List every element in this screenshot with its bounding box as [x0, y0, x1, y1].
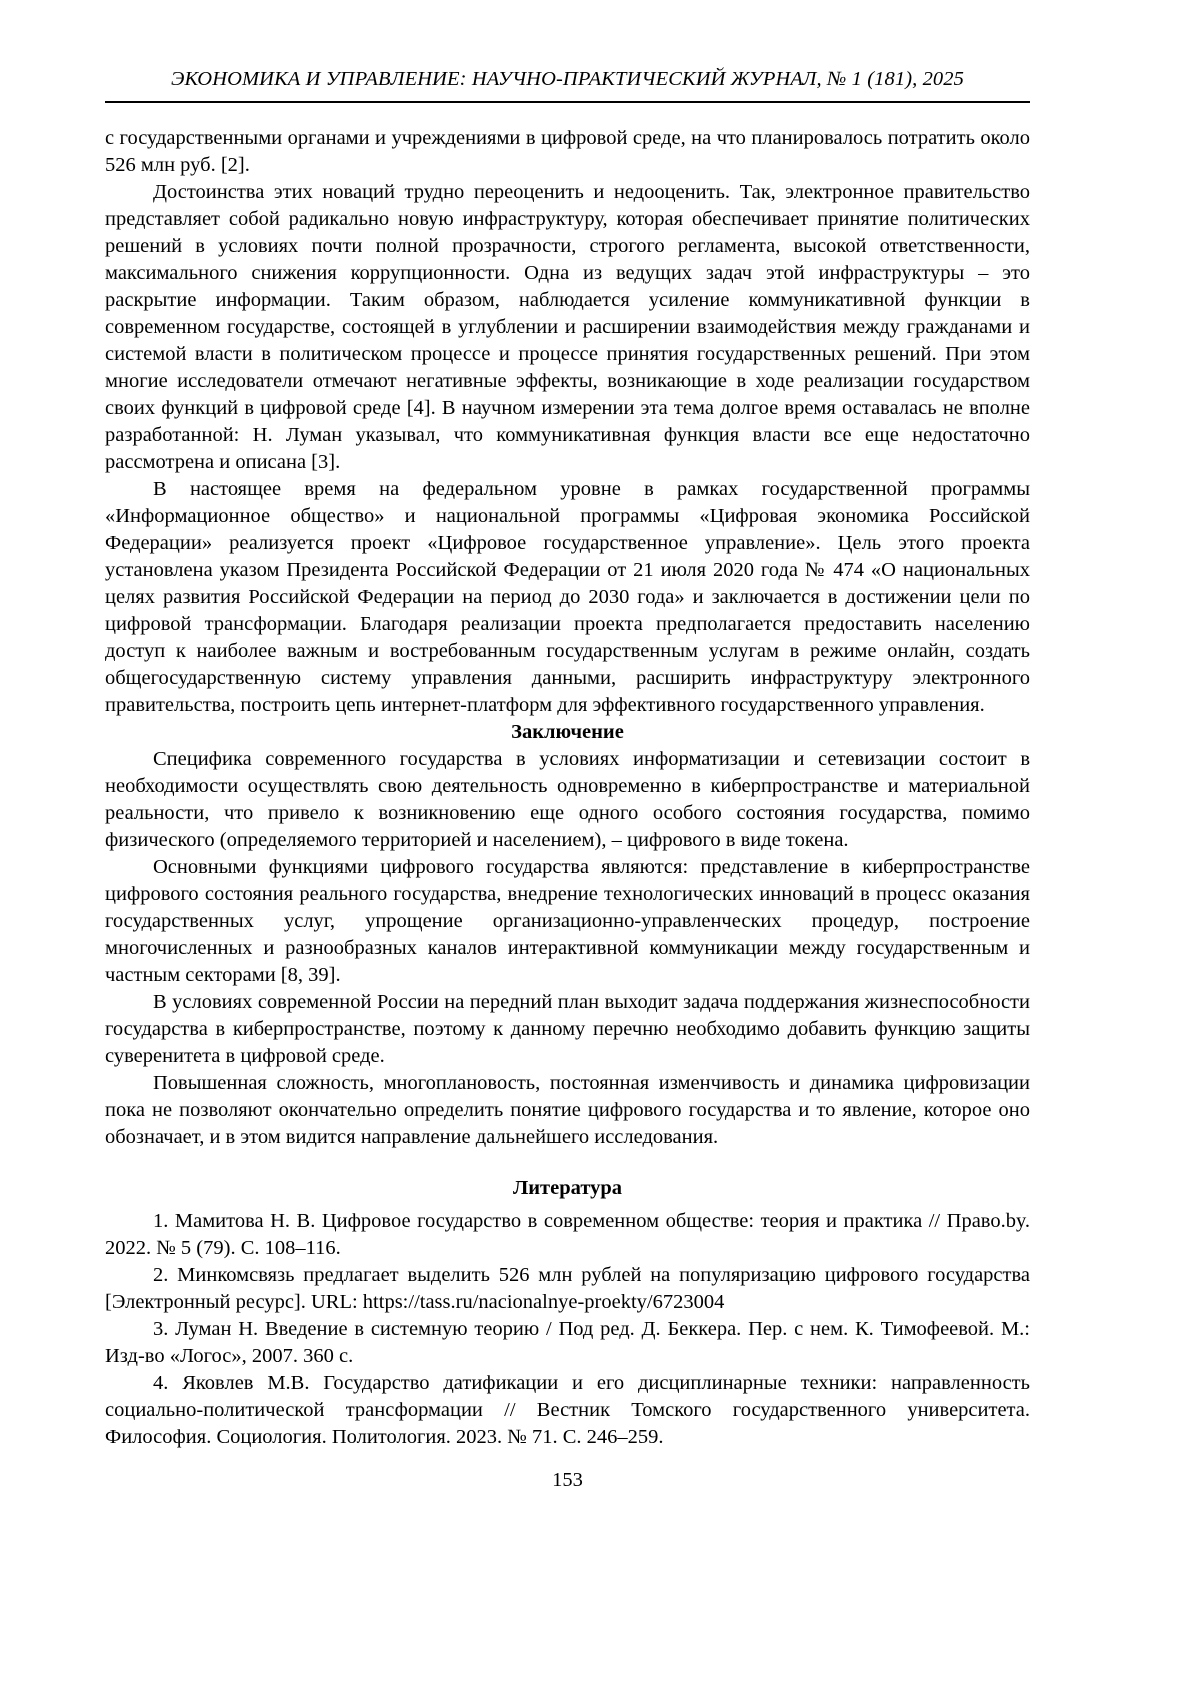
page-body: [105, 125, 1030, 1451]
page-footer: [105, 1467, 1030, 1494]
journal-title: ЭКОНОМИКА И УПРАВЛЕНИЕ: НАУЧНО-ПРАКТИЧЕСКИЙ ЖУРНАЛ, № 1 (181), 2025: [171, 68, 964, 90]
conclusion-heading: Заключение: [511, 721, 624, 743]
reference-item: 4. Яковлев М.В. Государство датификации и его дисциплинарные техники: направленность социально-политической трансформации // Вестник Томского государственного университета. Философия. Социология. Политология. 2023. № 71. С. 246–259.: [105, 1372, 1030, 1448]
page-header: [105, 66, 1030, 103]
paragraph: Основными функциями цифрового государства являются: представление в киберпространстве цифрового состояния реального государства, внедрение технологических инноваций в процесс оказания государственных услуг, упрощение организационно-управленческих процедур, построение многочисленных и разнообразных каналов интерактивной коммуникации между государственным и частным секторами [8, 39].: [105, 856, 1030, 986]
paragraph: В настоящее время на федеральном уровне в рамках государственной программы «Информационное общество» и национальной программы «Цифровая экономика Российской Федерации» реализуется проект «Цифровое государственное управление». Цель этого проекта установлена указом Президента Российской Федерации от 21 июля 2020 года № 474 «О национальных целях развития Российской Федерации на период до 2030 года» и заключается в достижении цели по цифровой трансформации. Благодаря реализации проекта предполагается предоставить населению доступ к наиболее важным и востребованным государственным услугам в режиме онлайн, создать общегосударственную систему управления данными, расширить инфраструктуру электронного правительства, построить цепь интернет-платформ для эффективного государственного управления.: [105, 478, 1030, 716]
paragraph: Повышенная сложность, многоплановость, постоянная изменчивость и динамика цифровизации пока не позволяют окончательно определить понятие цифрового государства и то явление, которое оно обозначает, и в этом видится направление дальнейшего исследования.: [105, 1072, 1030, 1148]
page-number: 153: [552, 1469, 583, 1491]
reference-item: 1. Мамитова Н. В. Цифровое государство в современном обществе: теория и практика // Право.by. 2022. № 5 (79). С. 108–116.: [105, 1210, 1030, 1259]
reference-item: 3. Луман Н. Введение в системную теорию / Под ред. Д. Беккера. Пер. с нем. К. Тимофеевой. М.: Изд-во «Логос», 2007. 360 с.: [105, 1318, 1030, 1367]
paragraph: с государственными органами и учреждениями в цифровой среде, на что планировалось потратить около 526 млн руб. [2].: [105, 127, 1030, 176]
literature-heading: Литература: [512, 1177, 623, 1199]
reference-item: 2. Минкомсвязь предлагает выделить 526 млн рублей на популяризацию цифрового государства [Электронный ресурс]. URL: https://tass.ru/nacionalnye-proekty/6723004: [105, 1264, 1030, 1313]
paragraph: Достоинства этих новаций трудно переоценить и недооценить. Так, электронное правительство представляет собой радикально новую инфраструктуру, которая обеспечивает принятие политических решений в условиях почти полной прозрачности, строгого регламента, высокой ответственности, максимального снижения коррупционности. Одна из ведущих задач этой инфраструктуры – это раскрытие информации. Таким образом, наблюдается усиление коммуникативной функции в современном государстве, состоящей в углублении и расширении взаимодействия между гражданами и системой власти в политическом процессе и процессе принятия государственных решений. При этом многие исследователи отмечают негативные эффекты, возникающие в ходе реализации государством своих функций в цифровой среде [4]. В научном измерении эта тема долгое время оставалась не вполне разработанной: Н. Луман указывал, что коммуникативная функция власти все еще недостаточно рассмотрена и описана [3].: [105, 181, 1030, 473]
paragraph: Специфика современного государства в условиях информатизации и сетевизации состоит в необходимости осуществлять свою деятельность одновременно в киберпространстве и материальной реальности, что привело к возникновению еще одного особого состояния государства, помимо физического (определяемого территорией и населением), – цифрового в виде токена.: [105, 748, 1030, 851]
paragraph: В условиях современной России на передний план выходит задача поддержания жизнеспособности государства в киберпространстве, поэтому к данному перечню необходимо добавить функцию защиты суверенитета в цифровой среде.: [105, 991, 1030, 1067]
